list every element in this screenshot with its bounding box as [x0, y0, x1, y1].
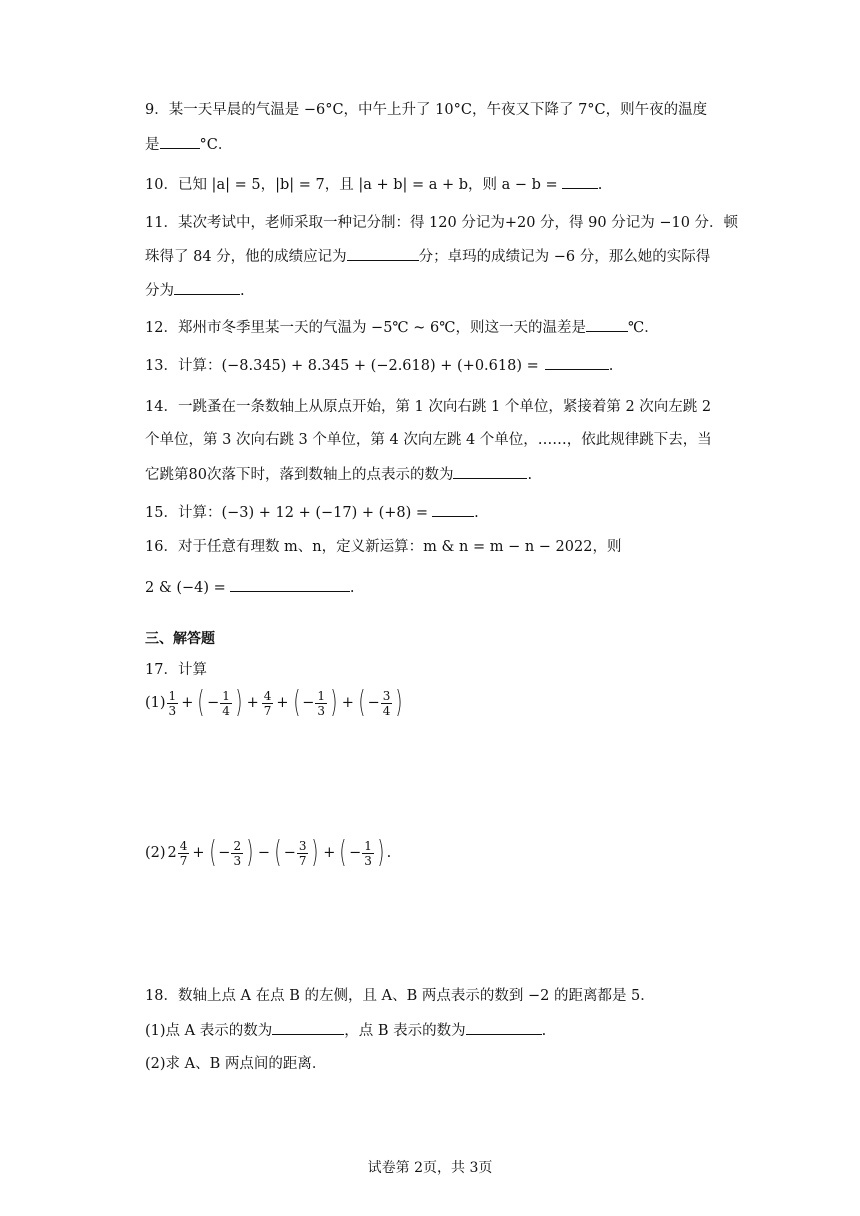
paren-close: ): [395, 685, 403, 720]
q12-line: 12．郑州市冬季里某一天的气温为 −5℃ ~ 6℃，则这一天的温差是 ℃．: [145, 317, 659, 338]
paren-open: (: [208, 835, 216, 870]
denominator: 7: [179, 853, 188, 868]
paren-open: (: [292, 685, 300, 720]
denominator: 4: [382, 703, 391, 718]
q14-line3: 它跳第80次落下时，落到数轴上的点表示的数为 .: [145, 464, 532, 485]
denominator: 7: [298, 853, 307, 868]
q17-part1: [145, 685, 405, 720]
numerator: 2: [233, 838, 242, 853]
paren-close: ): [330, 685, 338, 720]
period: .: [386, 845, 392, 861]
fraction: [297, 839, 309, 868]
operator: +: [192, 845, 205, 861]
numerator: 1: [222, 688, 230, 703]
denominator: 3: [168, 703, 177, 718]
denominator: 4: [222, 703, 230, 718]
denominator: 3: [364, 853, 372, 868]
q18-part2: (2)求 A、B 两点间的距离．: [145, 1056, 327, 1072]
answer-blank[interactable]: [347, 246, 419, 261]
minus-sign: −: [302, 695, 315, 711]
numerator: 1: [364, 838, 372, 853]
minus-sign: −: [367, 695, 380, 711]
answer-blank[interactable]: [432, 502, 474, 517]
fraction: [220, 689, 232, 718]
q17-title: 17．计算: [145, 662, 207, 678]
paren-close: ): [311, 835, 319, 870]
numerator: 4: [263, 688, 272, 703]
q9-line2: 是 °C．: [145, 134, 232, 155]
answer-blank[interactable]: [160, 134, 200, 149]
numerator: 3: [298, 838, 307, 853]
q16-line1: 16．对于任意有理数 m、n，定义新运算：m & n = m − n − 2022，则: [145, 539, 622, 555]
operator: +: [246, 695, 259, 711]
minus-sign: −: [207, 695, 220, 711]
paren-close: ): [235, 685, 243, 720]
q13-line: 13．计算：(−8.345) + 8.345 + (−2.618) + (+0.618) = .: [145, 355, 613, 376]
answer-blank[interactable]: [230, 577, 350, 592]
mixed-whole: 2: [167, 845, 177, 861]
q10-line: 10．已知 |a| = 5，|b| = 7，且 |a + b| = a + b，则 a − b = .: [145, 174, 602, 195]
part-label: (2): [145, 845, 166, 861]
paren-close: ): [377, 835, 385, 870]
operator: +: [276, 695, 289, 711]
paren-open: (: [274, 835, 282, 870]
q11-line2: 珠得了 84 分，他的成绩应记为 分；卓玛的成绩记为 −6 分，那么她的实际得: [145, 246, 710, 267]
q9-line1: 9．某一天早晨的气温是 −6°C，中午上升了 10°C，午夜又下降了 7°C，则午夜的温度: [145, 102, 708, 118]
answer-blank[interactable]: [466, 1020, 542, 1035]
q11-line1: 11．某次考试中，老师采取一种记分制：得 120 分记为+20 分，得 90 分记为 −10 分．顿: [145, 215, 739, 231]
fraction: [315, 689, 327, 718]
operator: +: [323, 845, 336, 861]
answer-blank[interactable]: [562, 174, 598, 189]
page-footer: 试卷第 2页，共 3页: [367, 1160, 493, 1176]
paren-open: (: [339, 835, 347, 870]
numerator: 4: [179, 838, 188, 853]
denominator: 3: [317, 703, 326, 718]
minus-sign: −: [218, 845, 231, 861]
answer-blank[interactable]: [174, 280, 240, 295]
paren-open: (: [358, 685, 366, 720]
answer-blank[interactable]: [453, 464, 527, 479]
fraction: [167, 689, 179, 718]
answer-blank[interactable]: [272, 1020, 344, 1035]
denominator: 7: [263, 703, 272, 718]
q14-line2: 个单位，第 3 次向右跳 3 个单位，第 4 次向左跳 4 个单位，……，依此规律跳下去，当: [145, 432, 712, 448]
operator: +: [181, 695, 194, 711]
q14-line1: 14．一跳蚤在一条数轴上从原点开始，第 1 次向右跳 1 个单位，紧接着第 2 次向左跳 2: [145, 399, 712, 415]
minus-sign: −: [349, 845, 362, 861]
part-label: (1): [145, 695, 166, 711]
fraction: [262, 689, 274, 718]
fraction: [362, 839, 374, 868]
q18-part1: (1)点 A 表示的数为 ，点 B 表示的数为 .: [145, 1020, 546, 1041]
fraction: [381, 689, 393, 718]
q17-part2: [145, 835, 392, 870]
q11-line3: 分为 .: [145, 280, 245, 301]
section-title: 三、解答题: [145, 631, 215, 647]
q15-line: 15．计算：(−3) + 12 + (−17) + (+8) = .: [145, 502, 479, 523]
numerator: 1: [317, 688, 326, 703]
operator: +: [341, 695, 354, 711]
paren-close: ): [246, 835, 254, 870]
fraction: [231, 839, 243, 868]
answer-blank[interactable]: [545, 355, 609, 370]
numerator: 3: [382, 688, 391, 703]
paren-open: (: [197, 685, 205, 720]
q18-line1: 18．数轴上点 A 在点 B 的左侧，且 A、B 两点表示的数到 −2 的距离都是 5．: [145, 988, 655, 1004]
numerator: 1: [168, 688, 177, 703]
operator: −: [257, 845, 270, 861]
q16-line2: 2 & (−4) = .: [145, 577, 354, 598]
minus-sign: −: [283, 845, 296, 861]
answer-blank[interactable]: [586, 317, 628, 332]
denominator: 3: [233, 853, 242, 868]
fraction: [178, 839, 190, 868]
